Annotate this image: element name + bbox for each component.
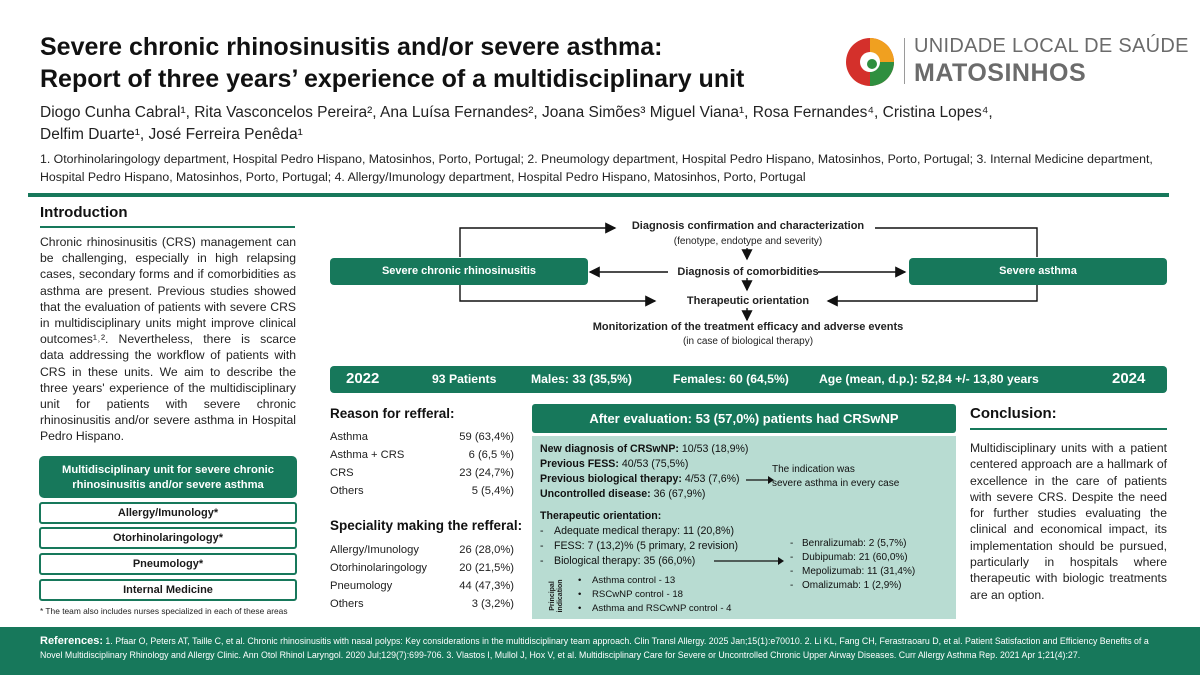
table-row: Otorhinolaringology 20 (21,5%) [330, 562, 514, 574]
member-pneumology: Pneumology* [39, 553, 297, 575]
intro-paragraph: Chronic rhinosinusitis (CRS) management can be challenging, especially in high relapsing cases, secondary forms and if comorbidities as asthma are present. Previous studies showed that the evaluation of patients with severe CRS in multidisciplinary units might improve clinical outcomes¹˒². Nevertheless, there is scarce data addressing the workflow of patients with CRS in these units. We aim to describe the three years' experience of the multidisciplinary unit for patients with severe chronic rhinosinusitis and/or severe asthma in Hospital Pedro Hispano. [40, 235, 296, 444]
stats-males: Males: 33 (35,5%) [531, 372, 632, 386]
therapy-item: - Adequate medical therapy: 11 (20,8%) [540, 525, 735, 537]
logo-text-line1: UNIDADE LOCAL DE SAÚDE [914, 35, 1189, 57]
indication-arrow-icon [744, 474, 774, 486]
indication-item: • Asthma and RSCwNP control - 4 [578, 603, 732, 614]
member-allergy: Allergy/Imunology* [39, 502, 297, 524]
table-row: Pneumology 44 (47,3%) [330, 580, 514, 592]
flow-step-comorbidities: Diagnosis of comorbidities [677, 266, 819, 278]
indication-item: • RSCwNP control - 18 [578, 589, 683, 600]
biologic-item: - Benralizumab: 2 (5,7%) [790, 538, 907, 549]
intro-heading: Introduction [40, 204, 128, 221]
uncontrolled-line: Uncontrolled disease: 36 (67,9%) [540, 488, 706, 500]
referral-heading: Reason for refferal: [330, 406, 455, 421]
previous-fess-line: Previous FESS: 40/53 (75,5%) [540, 458, 689, 470]
affiliations: 1. Otorhinolaringology department, Hospital Pedro Hispano, Matosinhos, Porto, Portugal; 2. Pneumology department, Hospital Pedro Hispano, Matosinhos, Porto, Portugal; 3. Internal Medicine department, Hospital Pedro Hispano, Matosinhos, Porto, Portugal; 4. Allergy/Imunology department, Hospital Pedro Hispano, Matosinhos, Porto, Portugal [40, 152, 1153, 184]
authors-line2: Delfim Duarte¹, José Ferreira Penêda¹ [40, 126, 303, 143]
flow-step-therapeutic: Therapeutic orientation [686, 295, 810, 307]
logo-divider [904, 38, 905, 84]
indication-note: The indication was severe asthma in every case [772, 464, 900, 489]
flow-step-monitorization-sub: (in case of biological therapy) [682, 336, 814, 347]
flow-step-diagnosis-sub: (fenotype, endotype and severity) [673, 236, 823, 247]
stats-patients: 93 Patients [432, 372, 497, 386]
conclusion-paragraph: Multidisciplinary units with a patient centered approach are a hallmark of excellence in the care of patients with severe CRS. Despite the need for further studies evaluating the clinical and economical impact, its implementation should be pursued, particularly in hospitals where therapeutic with biologic treatments are an option. [970, 441, 1167, 602]
flow-step-monitorization: Monitorization of the treatment efficacy and adverse events [592, 321, 904, 333]
speciality-table [330, 544, 514, 616]
new-diagnosis-line: New diagnosis of CRSwNP: 10/53 (18,9%) [540, 443, 749, 455]
principal-indication-label: Principal indication [549, 579, 564, 613]
flow-box-asthma: Severe asthma [909, 258, 1167, 285]
therapy-item: - FESS: 7 (13,2)% (5 primary, 2 revision) [540, 540, 739, 552]
references-text: 1. Pfaar O, Peters AT, Taille C, et al. Chronic rhinosinusitis with nasal polyps: Key considerations in the multidisciplinary team approach. Clin Transl Allergy. 2025 Jan;15(1):e70010. 2. Li KL, Fang CH, Ferastraoaru D, et al. Patient Satisfaction and Efficiency Benefits of a Novel Multidisciplinary Rhinology and Allergy Clinic. Ann Otol Rhinol Laryngol. 2020 Jul;129(7):699-706. 3. Vlastos I, Mullol J, Hox V, et al. Multidisciplinary Care for Severe or Uncontrolled Chronic Upper Airway Diseases. Curr Allergy Asthma Rep. 2021 Apr 1;21(4):27. [40, 636, 1149, 660]
table-row: Others 5 (5,4%) [330, 485, 514, 497]
therapeutic-heading: Therapeutic orientation: [540, 510, 662, 522]
flow-box-crs: Severe chronic rhinosinusitis [330, 258, 588, 285]
after-evaluation-panel [532, 436, 956, 619]
conclusion-heading: Conclusion: [970, 405, 1057, 422]
after-evaluation-header: After evaluation: 53 (57,0%) patients had CRSwNP [532, 404, 956, 433]
table-row: Asthma + CRS 6 (6,5 %) [330, 449, 514, 461]
logo-mark-icon [842, 34, 898, 90]
table-row: Allergy/Imunology 26 (28,0%) [330, 544, 514, 556]
team-footnote: * The team also includes nurses specialized in each of these areas [40, 606, 288, 616]
unit-title-box: Multidisciplinary unit for severe chronic rhinosinusitis and/or severe asthma [39, 456, 297, 498]
conclusion-underline [970, 428, 1167, 430]
biologic-item: - Omalizumab: 1 (2,9%) [790, 580, 902, 591]
stats-age: Age (mean, d.p.): 52,84 +/- 13,80 years [819, 372, 1039, 386]
table-row: Asthma 59 (63,4%) [330, 431, 514, 443]
flow-step-diagnosis: Diagnosis confirmation and characterization [631, 220, 865, 232]
table-row: CRS 23 (24,7%) [330, 467, 514, 479]
author-list [40, 102, 1160, 146]
poster-title-line2: Report of three years’ experience of a multidisciplinary unit [40, 65, 745, 93]
logo-text-line2: MATOSINHOS [914, 59, 1087, 87]
stats-year-end: 2024 [1112, 370, 1146, 387]
references-bar [0, 627, 1200, 675]
poster-title-line1: Severe chronic rhinosinusitis and/or severe asthma: [40, 33, 663, 61]
header-divider [28, 193, 1169, 197]
authors-line1: Diogo Cunha Cabral¹, Rita Vasconcelos Pereira², Ana Luísa Fernandes², Joana Simões³ Miguel Viana¹, Rosa Fernandes⁴, Cristina Lopes⁴, [40, 104, 993, 121]
speciality-heading: Speciality making the refferal: [330, 518, 523, 533]
biologics-arrow-icon [712, 555, 786, 567]
references-label: References: [40, 635, 103, 647]
hospital-logo [842, 34, 1189, 90]
table-row: Others 3 (3,2%) [330, 598, 514, 610]
intro-underline [40, 226, 295, 228]
stats-year-start: 2022 [346, 370, 380, 387]
previous-bio-line: Previous biological therapy: 4/53 (7,6%) [540, 473, 740, 485]
indication-item: • Asthma control - 13 [578, 575, 676, 586]
referral-table [330, 431, 514, 503]
member-otorhino: Otorhinolaringology* [39, 527, 297, 549]
biologic-item: - Mepolizumab: 11 (31,4%) [790, 566, 916, 577]
member-internal-medicine: Internal Medicine [39, 579, 297, 601]
biologic-item: - Dubipumab: 21 (60,0%) [790, 552, 908, 563]
demographics-bar [330, 366, 1167, 393]
stats-females: Females: 60 (64,5%) [673, 372, 789, 386]
therapy-item: - Biological therapy: 35 (66,0%) [540, 555, 696, 567]
